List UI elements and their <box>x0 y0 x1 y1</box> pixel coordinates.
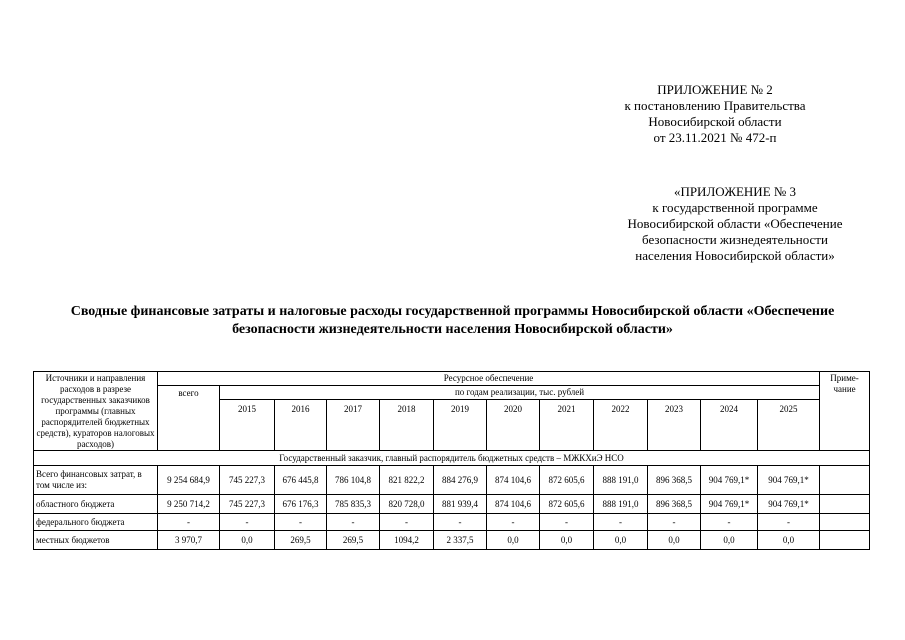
row-value: 904 769,1* <box>701 495 758 514</box>
row-value: 676 176,3 <box>275 495 327 514</box>
row-note <box>820 466 870 495</box>
program-appendix-header <box>590 184 880 264</box>
year-header: 2015 <box>220 400 275 451</box>
row-note <box>820 514 870 531</box>
row-value: - <box>701 514 758 531</box>
row-value: 0,0 <box>701 531 758 550</box>
row-value: 786 104,8 <box>327 466 380 495</box>
row-value: 888 191,0 <box>594 466 648 495</box>
row-value: - <box>758 514 820 531</box>
row-value: 745 227,3 <box>220 466 275 495</box>
appendix-header <box>590 82 840 146</box>
row-value: 888 191,0 <box>594 495 648 514</box>
row-label: местных бюджетов <box>34 531 158 550</box>
year-header: 2017 <box>327 400 380 451</box>
total-header: всего <box>158 386 220 451</box>
year-header: 2018 <box>380 400 434 451</box>
year-header: 2024 <box>701 400 758 451</box>
year-header: 2021 <box>540 400 594 451</box>
row-value: 2 337,5 <box>434 531 487 550</box>
row-value: 0,0 <box>594 531 648 550</box>
row-value: 874 104,6 <box>487 466 540 495</box>
row-value: 0,0 <box>540 531 594 550</box>
row-value: 0,0 <box>220 531 275 550</box>
row-value: - <box>648 514 701 531</box>
row-value: 874 104,6 <box>487 495 540 514</box>
row-value: 269,5 <box>275 531 327 550</box>
header-row <box>34 372 870 386</box>
table-row <box>34 514 870 531</box>
financial-table <box>33 371 870 550</box>
row-value: 872 605,6 <box>540 466 594 495</box>
row-value: - <box>275 514 327 531</box>
table-row <box>34 531 870 550</box>
year-header: 2016 <box>275 400 327 451</box>
document-title-line2: безопасности жизнедеятельности населения Новосибирской области» <box>232 322 673 337</box>
appendix-region: Новосибирской области <box>648 114 782 129</box>
section-label: Государственный заказчик, главный распорядитель бюджетных средств – МЖКХиЭ НСО <box>34 451 870 466</box>
year-header: 2020 <box>487 400 540 451</box>
row-value: 884 276,9 <box>434 466 487 495</box>
document-title <box>20 303 885 339</box>
program-appendix-line4: безопасности жизнедеятельности <box>642 232 828 247</box>
row-note <box>820 495 870 514</box>
row-value: 820 728,0 <box>380 495 434 514</box>
row-value: 821 822,2 <box>380 466 434 495</box>
appendix-reference: к постановлению Правительства <box>624 98 806 113</box>
row-value: - <box>540 514 594 531</box>
row-value: - <box>434 514 487 531</box>
table-row <box>34 495 870 514</box>
year-header: 2019 <box>434 400 487 451</box>
row-value: 881 939,4 <box>434 495 487 514</box>
row-value: 896 368,5 <box>648 466 701 495</box>
row-value: 676 445,8 <box>275 466 327 495</box>
program-appendix-line5: населения Новосибирской области» <box>635 248 835 263</box>
resources-header: Ресурсное обеспечение <box>158 372 820 386</box>
row-value: - <box>594 514 648 531</box>
year-header: 2022 <box>594 400 648 451</box>
row-value: 0,0 <box>648 531 701 550</box>
by-years-header: по годам реализации, тыс. рублей <box>220 386 820 400</box>
row-total: 9 254 684,9 <box>158 466 220 495</box>
row-value: 872 605,6 <box>540 495 594 514</box>
row-value: - <box>220 514 275 531</box>
table-row <box>34 466 870 495</box>
row-value: - <box>380 514 434 531</box>
appendix-date: от 23.11.2021 № 472-п <box>653 130 777 145</box>
program-appendix-number: «ПРИЛОЖЕНИЕ № 3 <box>673 184 797 199</box>
row-total: - <box>158 514 220 531</box>
note-header: Приме-чание <box>820 372 870 451</box>
row-value: 785 835,3 <box>327 495 380 514</box>
row-value: 904 769,1* <box>758 495 820 514</box>
row-label: Всего финансовых затрат, в том числе из: <box>34 466 158 495</box>
row-total: 3 970,7 <box>158 531 220 550</box>
appendix-number: ПРИЛОЖЕНИЕ № 2 <box>657 82 773 97</box>
row-value: - <box>327 514 380 531</box>
program-appendix-line2: к государственной программе <box>652 200 818 215</box>
row-value: 904 769,1* <box>701 466 758 495</box>
year-header: 2025 <box>758 400 820 451</box>
subheader-row <box>34 386 870 400</box>
row-value: 0,0 <box>758 531 820 550</box>
document-title-line1: Сводные финансовые затраты и налоговые расходы государственной программы Новосибирской области «Обеспечение <box>70 304 835 319</box>
sources-header: Источники и направления расходов в разрезе государственных заказчиков программы (главных распорядителей бюджетных средств), кураторов налоговых расходов) <box>34 372 158 451</box>
row-value: 1094,2 <box>380 531 434 550</box>
row-label: областного бюджета <box>34 495 158 514</box>
section-row <box>34 451 870 466</box>
row-value: 269,5 <box>327 531 380 550</box>
row-value: 904 769,1* <box>758 466 820 495</box>
row-value: - <box>487 514 540 531</box>
row-value: 745 227,3 <box>220 495 275 514</box>
row-value: 0,0 <box>487 531 540 550</box>
row-note <box>820 531 870 550</box>
year-header: 2023 <box>648 400 701 451</box>
row-label: федерального бюджета <box>34 514 158 531</box>
row-value: 896 368,5 <box>648 495 701 514</box>
row-total: 9 250 714,2 <box>158 495 220 514</box>
program-appendix-line3: Новосибирской области «Обеспечение <box>627 216 843 231</box>
